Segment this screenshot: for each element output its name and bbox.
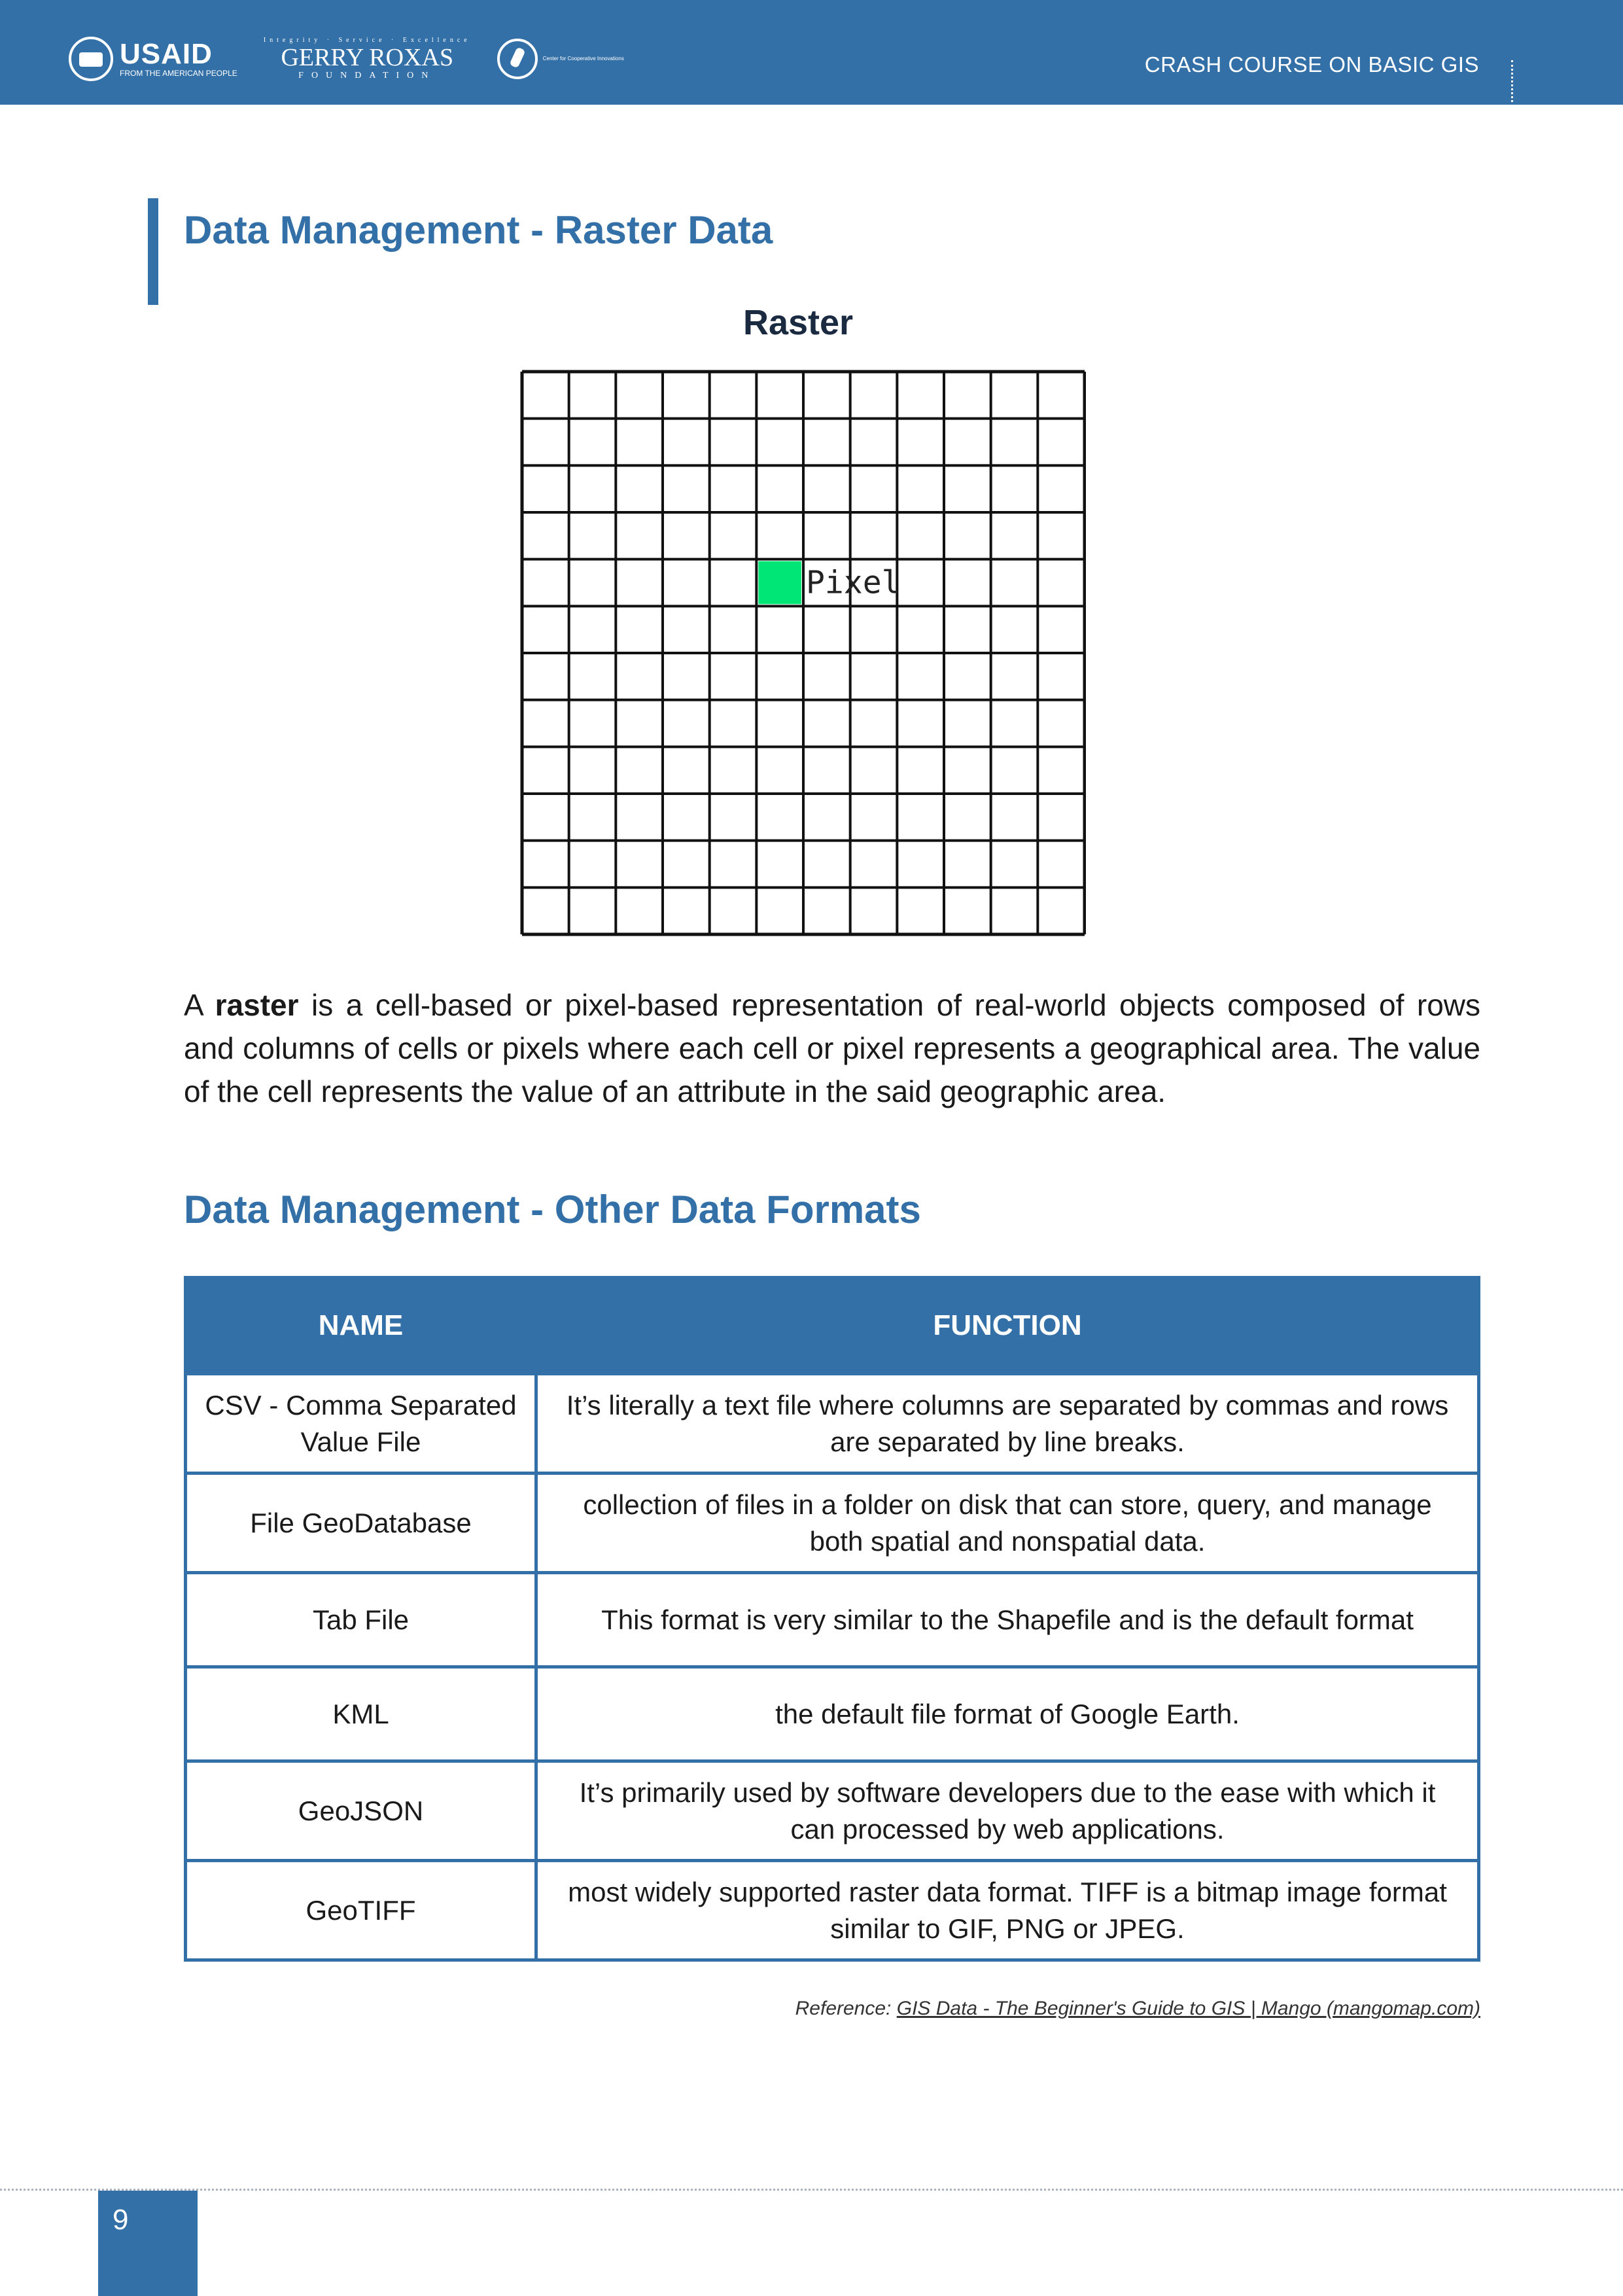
format-name-cell: GeoJSON [186,1761,536,1861]
format-name-cell: CSV - Comma Separated Value File [186,1374,536,1474]
highlighted-pixel [758,561,801,605]
format-name-cell: Tab File [186,1573,536,1667]
raster-section-heading: Data Management - Raster Data [184,208,773,252]
gerry-roxas-tagline: Integrity · Service · Excellence [263,37,471,44]
format-function-cell: It’s literally a text file where columns are separated by commas and rows are separated by line breaks. [536,1374,1479,1474]
paragraph-body: is a cell-based or pixel-based representation of real-world objects composed of rows and columns of cells or pixels where each cell or pixel represents a geographical area. The value of the cell represents the value of an attribute in the said geographic area. [184,988,1480,1108]
figure-title: Raster [742,303,854,342]
ccgi-emblem-icon [497,39,538,79]
table-header-function: FUNCTION [536,1278,1479,1374]
page-number-box [98,2191,198,2296]
format-name-cell: KML [186,1667,536,1761]
reference-prefix: Reference: [795,1998,897,2019]
gerry-roxas-foundation: FOUNDATION [298,71,436,80]
partner-logos [69,33,624,85]
paragraph-intro: A [184,988,215,1022]
usaid-wordmark: USAID [120,38,213,70]
format-function-cell: most widely supported raster data format. TIFF is a bitmap image format similar to GIF, PNG or JPEG. [536,1861,1479,1960]
header-bar [0,0,1623,105]
table-row [186,1861,1479,1960]
raster-figure [510,298,1086,942]
usaid-seal-icon [69,37,113,81]
table-row [186,1374,1479,1474]
ccgi-wordmark: Center for Cooperative Innovations [542,56,624,62]
table-row [186,1667,1479,1761]
raster-grid-diagram [517,366,1086,942]
table-row [186,1474,1479,1573]
reference-link[interactable]: GIS Data - The Beginner's Guide to GIS | Mango (mangomap.com) [896,1998,1480,2019]
footer-divider [0,2189,1623,2191]
format-function-cell: collection of files in a folder on disk that can store, query, and manage both spatial and nonspatial data. [536,1474,1479,1573]
format-function-cell: the default file format of Google Earth. [536,1667,1479,1761]
usaid-tagline: FROM THE AMERICAN PEOPLE [120,69,237,78]
formats-section-heading: Data Management - Other Data Formats [184,1188,921,1231]
paragraph-term: raster [215,988,299,1022]
raster-definition-paragraph [184,983,1480,1113]
gerry-roxas-wordmark: GERRY ROXAS [281,44,454,71]
data-formats-table [184,1276,1480,1962]
table-row [186,1573,1479,1667]
section-accent-bar [148,198,158,305]
table-header-name: NAME [186,1278,536,1374]
usaid-logo [69,37,237,81]
format-function-cell: This format is very similar to the Shapefile and is the default format [536,1573,1479,1667]
gerry-roxas-logo [264,37,471,81]
ccgi-logo [497,39,624,79]
reference-note [795,1998,1480,2020]
format-name-cell: File GeoDatabase [186,1474,536,1573]
format-function-cell: It’s primarily used by software developers due to the ease with which it can processed by web applications. [536,1761,1479,1861]
page-number: 9 [113,2204,129,2236]
header-divider [1511,60,1513,102]
pixel-label: Pixel [806,564,901,601]
table-row [186,1761,1479,1861]
format-name-cell: GeoTIFF [186,1861,536,1960]
document-title: CRASH COURSE ON BASIC GIS [1144,52,1479,77]
table-header-row [186,1278,1479,1374]
